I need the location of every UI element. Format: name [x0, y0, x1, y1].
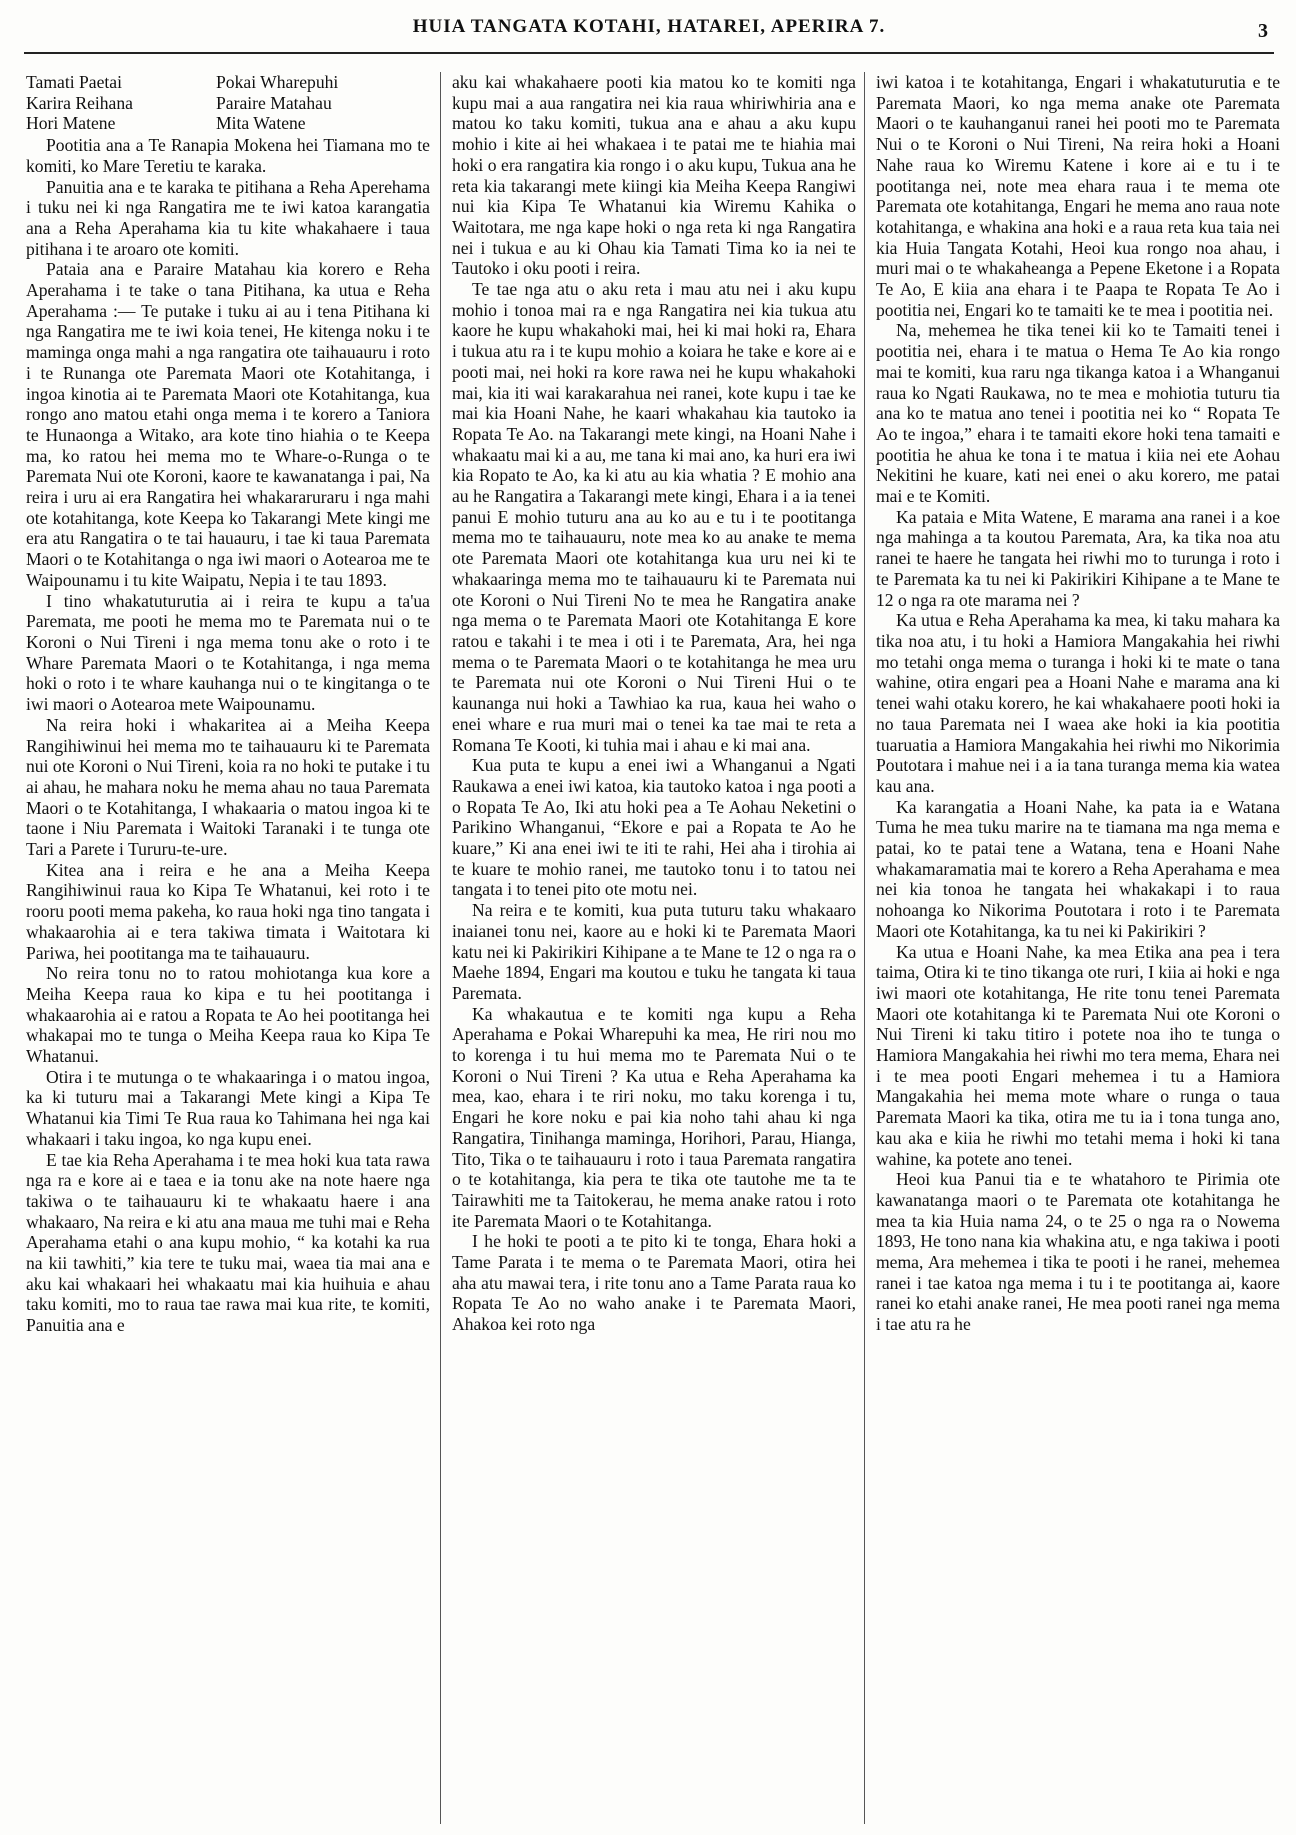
signatory-name: Tamati Paetai: [26, 72, 122, 92]
newspaper-title: HUIA TANGATA KOTAHI, HATAREI, APERIRA 7.: [412, 16, 886, 37]
article-paragraph: Panuitia ana e te karaka te pitihana a Reha Aperehama i tuku nei ki nga Rangatira me te iwi katoa karangatia ana a Reha Aperahama kia tu kite whakahaere i taua pitihana i te aroaro ote komiti.: [26, 176, 430, 259]
signatory-name: Hori Matene: [26, 113, 116, 134]
article-paragraph: Ka utua e Hoani Nahe, ka mea Etika ana pea i tera taima, Otira ki te tino tikanga ote ruri, I kiia ai hoki e nga iwi maori ote kotahitanga, He rite tonu tenei Paremata Maori ote kotahitanga ki te Paremata Nui ote Koroni o Nui Tireni ki taku titiro i potete noa iho te tunga o Hamiora Mangakahia hei riwhi mo tera mema, Ehara nei i te mea pooti Engari mehemea i tu a Hamiora Mangakahia hei mema mote whare o runga o taua Paremata Maori ka tika, otira me tu ia i tona tunga ano, kau aka e kiia he riwhi mo tetahi mema i hoki ki tana wahine, ka potete ano tenei.: [876, 941, 1280, 1169]
article-paragraph: Ka whakautua e te komiti nga kupu a Reha Aperahama e Pokai Wharepuhi ka mea, He riri nou mo to korenga i tu hui mema mo te Paremata Nui o te Koroni o Nui Tireni ? Ka utua e Reha Aperahama ka mea, kao, ehara i te riri noku, mo taku korenga i tu, Engari he kore noku e pai kia noho tahi ahau ki nga Rangatira, Tinihanga maminga, Horihori, Parau, Hianga, Tito, Tika o te taihauauru i roto i taua Paremata rangatira o te kotahitanga, kia pera te tika ote tautohe me ta te Tairawhiti me ta Taitokerau, he mema anake ratou i roto ite Paremata Maori o te Kotahitanga.: [452, 1003, 856, 1231]
header-rule: [24, 52, 1274, 54]
page-number: 3: [1258, 20, 1268, 42]
article-paragraph: Ka pataia e Mita Watene, E marama ana ranei i a koe nga mahinga a ta koutou Paremata, Ara, ka tika noa atu ranei te haere he tangata hei riwhi mo to turunga i roto i te Paremata ka tu nei ki Pakirikiri Kihipane a te Mane te 12 o nga ra ote marama nei ?: [876, 506, 1280, 610]
article-paragraph: Pootitia ana a Te Ranapia Mokena hei Tiamana mo te komiti, ko Mare Teretiu te karaka.: [26, 135, 430, 176]
signatory-name: Pokai Wharepuhi: [216, 72, 339, 92]
article-paragraph: Na, mehemea he tika tenei kii ko te Tamaiti tenei i pootitia nei, ehara i te matua o Hema Te Ao kia rongo mai te komiti, kua raru nga tikanga katoa i a Whanganui raua ko Ngati Raukawa, no te mea e mohiotia tuturu tia ana ko te matua ano tenei i pootitia nei ko “ Ropata Te Ao te ingoa,” ehara i te tamaiti ekore hoki tena tamaiti e pootitia he ahua ke tona i te matua i kiia nei ete Aohau Nekitini he kuare, kati nei enei o aku korero, me patai mai e te Komiti.: [876, 320, 1280, 507]
article-paragraph: Pataia ana e Paraire Matahau kia korero e Reha Aperahama i te take o tana Pitihana, ka utua e Reha Aperahama :— Te putake i tuku ai au i tena Pitihana ki nga Rangatira me te iwi koia tenei, He kitenga noku i te maminga onga mahi a nga rangatira ote taihauauru i roto i te Runanga ote Paremata Maori ote Kotahitanga, i ingoa kinotia ai te Paremata Maori ote Kotahitanga, kua rongo ano matou etahi onga mema i te korero a Taniora te Hunaonga a Witako, ara kote tino hiahia o te Keepa ma, ko ratou hei mema mo te Whare-o-Runga o te Paremata Nui ote Koroni, kaore te kawanatanga i pai, Na reira i uru ai era Rangatira hei whakararuraru i nga mahi ote kotahitanga, kote Keepa ko Takarangi Mete kingi me era atu Rangatira o te tai hauauru, i tae ki taua Paremata Maori o te Kotahitanga o nga iwi maori o Aotearoa me te Waipounamu i tu kite Waipatu, Nepia i te tau 1893.: [26, 259, 430, 590]
column-2: [452, 72, 856, 1827]
article-paragraph: Te tae nga atu o aku reta i mau atu nei i aku kupu mohio i tonoa mai ra e nga Rangatira nei kia tukua atu kaore he kupu whakahoki mai, hei ki mai hoki ra, Ehara i tukua atu ra i te kupu mohio a koiara he take e kore ai e pooti mai, nei hoki ra kore rawa nei he kupu whakahoki mai, kia iti wai karakarahua nei ranei, kote kupu i tae ke mai kia Hoani Nahe, he kaari whakahau kia tautoko ia Ropata Te Ao. na Takarangi mete kingi, na Hoani Nahe i whakaatu mai ki a au, me tana ki mai ano, ka huri era iwi kia Ropato te Ao, ka ki atu au kia whatia ? E mohio ana au he Rangatira a Takarangi mete kingi, Ehara i a ia tenei panui E mohio tuturu ana au ko au e tu i te pootitanga mema mo te taihauauru, note mea ko au anake te mema ote Paremata Maori ote kotahitanga kua uru nei ki te whakaaringa mema mo te taihauauru ki te Paremata nui ote Koroni o Nui Tireni No te mea he Rangatira anake nga mema o te Paremata Maori ote Kotahitanga E kore ratou e takahi i te mea i oti i te Paremata, Ara, hei nga mema o te Paremata Maori o te kotahitanga he mea uru te Paremata nui ote Koroni o Nui Tireni Hui o te kaunanga nui hoki a Tawhiao ka rua, kaua hei waho o enei whare e rua muri mai o tenei ka tae mai te reta a Romana Te Kooti, ki tuhia mai i ahau e ki mai ana.: [452, 279, 856, 755]
article-paragraph: Kua puta te kupu a enei iwi a Whanganui a Ngati Raukawa a enei iwi katoa, kia tautoko katoa i nga pooti a o Ropata Te Ao, Iki atu hoki pea a Te Aohau Neketini o Parikino Whanganui, “Ekore e pai a Ropata te Ao he kuare,” Ki ana enei iwi te iti te rahi, Hei aha i tirohia ai te kuare te mohio ranei, me tautoko tonu i to tatou nei tangata i to tenei pito ote motu nei.: [452, 755, 856, 900]
article-paragraph: E tae kia Reha Aperahama i te mea hoki kua tata rawa nga ra e kore ai e taea e ia tonu ake na note haere nga takiwa o te taihauauru ki te whakaatu haere i ana whakaaro, Na reira e ki atu ana maua me tuhi mai e Reha Aperahama etahi o ana kupu mohio, “ ka kotahi ka rua na kii tawhiti,” kia tere te tuku mai, waea tia mai ana e aku kai whakaari hei whakaatu mai kia huihuia e ahau taku komiti, mo to raua tae rawa mai kua rite, te komiti, Panuitia ana e: [26, 1149, 430, 1336]
article-paragraph: iwi katoa i te kotahitanga, Engari i whakatuturutia e te Paremata Maori, ko nga mema anake ote Paremata Maori o te kauhanganui ranei hei pooti mo te Paremata Nui o te Koroni o Nui Tireni, Na reira hoki a Hoani Nahe raua ko Wiremu Katene i kore ai e tu i te pootitanga nei, note mea ehara raua i te mema ote Paremata ote kotahitanga, Engari he mema ano raua note kotahitanga, e whakina ana hoki e a raua reta kua taia nei kia Huia Tangata Kotahi, Heoi kua rongo noa ahau, i muri mai o te whakaheanga a Pepene Eketone i a Ropata Te Ao, E kiia ana ehara i te Paapa te Ropata Te Ao i pootitia nei, Engari ko te tamaiti ke te mea i pootitia nei.: [876, 72, 1280, 320]
signatory-name: Paraire Matahau: [216, 92, 332, 113]
article-paragraph: No reira tonu no to ratou mohiotanga kua kore a Meiha Keepa raua ko kipa e tu hei pootitanga i whakaarohia ai e ratou a Ropata te Ao hei pootitanga hei whakapai mo te tunga o Meiha Keepa raua ko Kipa Te Whatanui.: [26, 963, 430, 1067]
article-paragraph: Na reira e te komiti, kua puta tuturu taku whakaaro inaianei tonu nei, kaore au e hoki ki te Paremata Maori katu nei ki Pakirikiri Kihipane a te Mane te 12 o nga ra o Maehe 1894, Engari ma koutou e tuku he tangata ki taua Paremata.: [452, 900, 856, 1003]
signatory-name: Mita Watene: [216, 113, 306, 134]
article-paragraph: Kitea ana i reira e he ana a Meiha Keepa Rangihiwinui raua ko Kipa Te Whatanui, kei roto i te rooru pooti mema pakeha, ko raua hoki nga tino tangata i whakaarohia ai e tera takiwa timata i Waitotara ki Pariwa, hei pootitanga ma te taihauauru.: [26, 859, 430, 963]
signatory-list: [26, 72, 430, 134]
signatory-row: [26, 72, 430, 93]
article-paragraph: Ka karangatia a Hoani Nahe, ka pata ia e Watana Tuma he mea tuku marire na te tiamana ma nga mema e patai, ko te patai tene a Watana, tena e Hoani Nahe whakamaramatia mai te korero a Reha Aperahama e mea nei kia tonoa he tangata hei whakakapi i to raua nohoanga ko Nikorima Poutotara i roto i te Paremata Maori ote Kotahitanga, ka tu nei ki Pakirikiri ?: [876, 796, 1280, 941]
article-paragraph: Heoi kua Panui tia e te whatahoro te Pirimia ote kawanatanga maori o te Paremata ote kotahitanga he mea ta kia Huia nama 24, o te 25 o nga ra o Nowema 1893, He tono nana kia whakina atu, e nga takiwa i pooti mema, Ara mehemea i tika te pooti i he ranei, mehemea ranei i tae katoa nga mema i tu i te pootitanga ai, kaore ranei ko etahi anake ranei, He mea pooti ranei nga mema i tae atu ra he: [876, 1169, 1280, 1335]
column-divider-2: [864, 72, 865, 1824]
signatory-name: Karira Reihana: [26, 92, 133, 113]
column-1: [26, 72, 430, 1827]
article-paragraph: Otira i te mutunga o te whakaaringa i o matou ingoa, ka ki tuturu mai a Takarangi Mete kingi a Kipa Te Whatanui kia Timi Te Rua raua ko Tahimana hei nga kai whakaari i taku ingoa, ko nga kupu enei.: [26, 1066, 430, 1149]
column-divider-1: [440, 72, 441, 1824]
signatory-row: [26, 113, 430, 134]
article-paragraph: I he hoki te pooti a te pito ki te tonga, Ehara hoki a Tame Parata i te mema o te Paremata Maori, otira hei aha atu mawai tera, i rite tonu ano a Tame Parata raua ko Ropata Te Ao no waho anake i te Paremata Maori, Ahakoa kei roto nga: [452, 1231, 856, 1335]
article-paragraph: Ka utua e Reha Aperahama ka mea, ki taku mahara ka tika noa atu, i tu hoki a Hamiora Mangakahia hei riwhi mo tetahi onga mema o turanga i hoki ki te mate o tana wahine, otira engari pea a Hoani Nahe e marama ana ki tenei wahi otaku korero, he kai whakahaere pooti hoki ia no taua Paremata nei I waea ake hoki ia kia pootitia tuaruatia a Hamiora Mangakahia hei riwhi mo Nikorimia Poutotara i mahue nei i a ia tana turanga mema kia watea kau ana.: [876, 610, 1280, 796]
page-header: [24, 10, 1274, 44]
column-3: [876, 72, 1280, 1827]
article-paragraph: I tino whakatuturutia ai i reira te kupu a ta'ua Paremata, me pooti he mema mo te Paremata nui o te Koroni o Nui Tireni i nga mema tonu ake o roto i te Whare Paremata Maori o te Kotahitanga, i nga mema hoki o roto i te whare kauhanga nui o te kingitanga o te iwi maori o Aotearoa mete Waipounamu.: [26, 590, 430, 715]
article-paragraph: Na reira hoki i whakaritea ai a Meiha Keepa Rangihiwinui hei mema mo te taihauauru ki te Paremata nui ote Koroni o Nui Tireni, koia ra no hoki te putake i tu ai ahau, he mahara noku he mema ahau no taua Paremata Maori o te Kotahitanga, I whakaaria o matou ingoa ki te taone i Niu Paremata i Waitoki Taranaki i te tunga ote Tari a Parete i Tururu-te-ure.: [26, 714, 430, 860]
signatory-row: [26, 93, 430, 114]
article-paragraph: aku kai whakahaere pooti kia matou ko te komiti nga kupu mai a aua rangatira nei kia raua whiriwhiria ana e matou ko taku komiti, tukua ana e ahau a aku kupu mohio i kite ai hei whakaea i te patai me te hiahia mai hoki o era rangatira kia rongo i o aku kupu, Tukua ana he reta kia takarangi mete kiingi kia Meiha Keepa Rangiwi nui kia Kipa Te Whatanui kia Wiremu Kahika o Waitotara, me nga kape hoki o nga reta ki nga Rangatira nei i tukua e au ki Ohau kia Tamati Tima ko ia nei te Tautoko i oku pooti i reira.: [452, 72, 856, 279]
